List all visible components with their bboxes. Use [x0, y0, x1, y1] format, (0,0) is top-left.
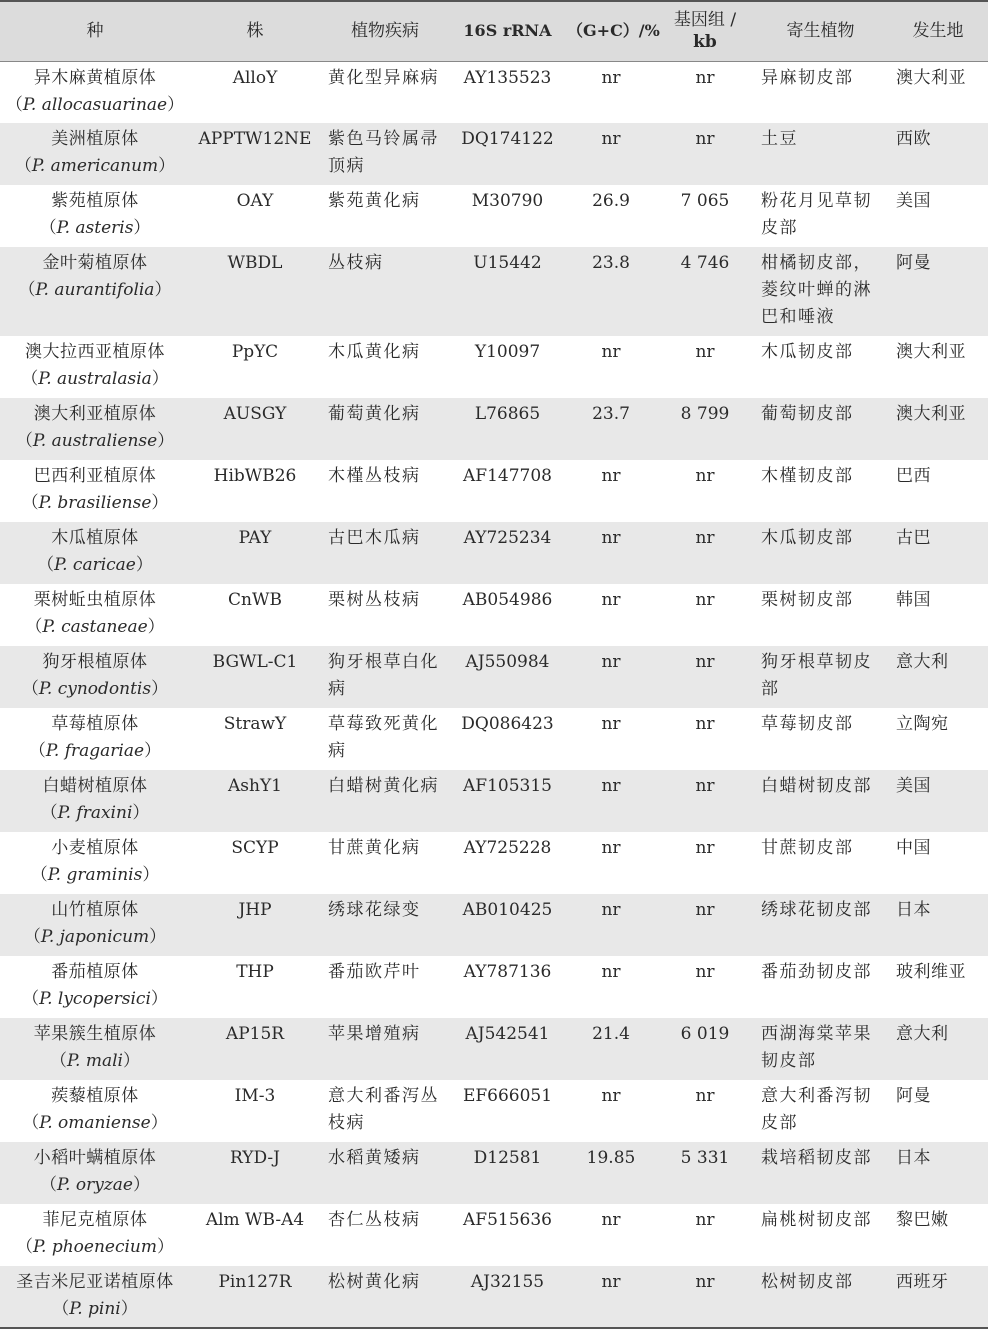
- paren-open: （: [14, 156, 32, 176]
- cell-origin: 日本: [896, 1148, 931, 1168]
- paren-close: ）: [142, 865, 160, 885]
- cell-strain: PAY: [238, 528, 272, 548]
- table-row: [0, 646, 988, 708]
- header-host: 寄生植物: [753, 1, 888, 61]
- species-latin-name: [4, 676, 186, 703]
- cell-disease: 意大利番泻丛枝病: [328, 1086, 439, 1133]
- table-row: [0, 460, 988, 522]
- cell-strain: APPTW12NE: [198, 129, 312, 149]
- cell-species: [0, 1018, 190, 1080]
- species-chinese-name: 小麦植原体: [51, 838, 139, 858]
- paren-open: （: [50, 1051, 68, 1071]
- species-latin-text: P. aurantifolia: [35, 280, 155, 300]
- table-header: [0, 1, 988, 61]
- cell-species: [0, 832, 190, 894]
- species-chinese-name: 小稻叶螨植原体: [33, 1148, 157, 1168]
- cell-gc-content: nr: [601, 776, 621, 796]
- cell-disease: 丛枝病: [328, 253, 384, 273]
- cell-species: [0, 894, 190, 956]
- cell-origin: 西班牙: [888, 1266, 988, 1328]
- cell-species: [0, 1142, 190, 1204]
- header-gc-content: （G+C）/%: [565, 1, 657, 61]
- cell-16s-rrna: AB054986: [462, 590, 553, 610]
- cell-strain: AP15R: [225, 1024, 285, 1044]
- table-row: [0, 398, 988, 460]
- paren-open: （: [21, 493, 39, 513]
- header-strain: 株: [190, 1, 320, 61]
- species-chinese-name: 澳大利亚植原体: [33, 404, 157, 424]
- cell-genome-size: 4 746: [680, 253, 730, 273]
- cell-gc-content: 19.85: [586, 1148, 636, 1168]
- paren-close: ）: [151, 369, 169, 389]
- species-latin-name: [4, 800, 186, 827]
- species-chinese-name: 蒺藜植原体: [51, 1086, 139, 1106]
- cell-disease: 白蜡树黄化病: [328, 776, 439, 796]
- table-row: [0, 336, 988, 398]
- species-latin-text: P. pini: [69, 1299, 121, 1319]
- paren-close: ）: [151, 493, 169, 513]
- species-latin-name: [4, 1296, 186, 1323]
- cell-genome-size: nr: [695, 652, 715, 672]
- cell-species: [0, 1204, 190, 1266]
- paren-open: （: [22, 989, 40, 1009]
- species-chinese-name: 草莓植原体: [51, 714, 139, 734]
- cell-disease: 松树黄化病: [320, 1266, 450, 1328]
- cell-origin: 玻利维亚: [896, 962, 966, 982]
- cell-disease: 葡萄黄化病: [328, 404, 421, 424]
- cell-origin: 澳大利亚: [896, 67, 966, 88]
- cell-16s-rrna: AF147708: [463, 466, 552, 486]
- cell-genome-size: nr: [695, 129, 715, 149]
- cell-16s-rrna: M30790: [471, 191, 544, 211]
- paren-open: （: [23, 927, 41, 947]
- cell-16s-rrna: AY725228: [463, 838, 552, 858]
- cell-origin: 美国: [896, 191, 931, 211]
- cell-origin: 古巴: [896, 528, 931, 548]
- cell-strain: IM-3: [234, 1086, 276, 1106]
- paren-open: （: [30, 865, 48, 885]
- cell-genome-size: nr: [657, 1266, 753, 1328]
- species-chinese-name: 圣吉米尼亚诺植原体: [16, 1272, 174, 1292]
- cell-species: [0, 770, 190, 832]
- cell-host-plant: 柑橘韧皮部，菱纹叶蝉的淋巴和唾液: [761, 253, 872, 327]
- header-row: [0, 1, 988, 61]
- cell-strain: WBDL: [227, 253, 283, 273]
- species-latin-text: P. omaniense: [39, 1113, 151, 1133]
- species-latin-name: [4, 924, 186, 951]
- cell-16s-rrna: AY787136: [463, 962, 552, 982]
- table-row: [0, 522, 988, 584]
- cell-species: [0, 336, 190, 398]
- species-latin-name: [4, 153, 186, 180]
- cell-gc-content: nr: [601, 1086, 621, 1106]
- cell-gc-content: nr: [601, 466, 621, 486]
- paren-open: （: [28, 741, 46, 761]
- cell-16s-rrna: DQ174122: [461, 129, 554, 149]
- cell-origin: 西欧: [896, 129, 931, 149]
- species-latin-text: P. allocasuarinae: [22, 94, 168, 115]
- cell-strain: PpYC: [231, 342, 279, 362]
- cell-origin: 阿曼: [896, 1086, 931, 1106]
- species-latin-text: P. caricae: [54, 555, 136, 575]
- cell-species: [0, 460, 190, 522]
- species-latin-text: P. fragariae: [45, 741, 145, 761]
- cell-strain: AshY1: [228, 776, 282, 796]
- table-row: [0, 708, 988, 770]
- cell-species: [0, 185, 190, 247]
- cell-gc-content: 23.8: [592, 253, 630, 273]
- species-latin-text: P. australasia: [38, 369, 152, 389]
- table-row: [0, 956, 988, 1018]
- species-latin-name: [4, 92, 186, 119]
- paren-open: （: [25, 617, 43, 637]
- cell-disease: 木瓜黄化病: [328, 342, 421, 362]
- table-row: [0, 123, 988, 185]
- species-latin-text: P. cynodontis: [38, 679, 152, 699]
- table-row: [0, 832, 988, 894]
- species-chinese-name: 苹果簇生植原体: [33, 1024, 157, 1044]
- cell-species: [0, 1266, 190, 1328]
- table-row: [0, 1018, 988, 1080]
- cell-gc-content: nr: [601, 528, 621, 548]
- cell-host-plant: 栗树韧皮部: [761, 590, 854, 610]
- cell-gc-content: nr: [601, 900, 621, 920]
- paren-open: （: [21, 679, 39, 699]
- cell-disease: 栗树丛枝病: [328, 590, 421, 610]
- header-origin: 发生地: [888, 1, 988, 61]
- species-chinese-name: 金叶菊植原体: [42, 253, 148, 273]
- cell-host-plant: 甘蔗韧皮部: [761, 838, 854, 858]
- species-latin-name: [4, 1048, 186, 1075]
- paren-close: ）: [132, 803, 150, 823]
- cell-16s-rrna: AJ550984: [465, 652, 550, 672]
- table-row: [0, 770, 988, 832]
- cell-host-plant: 狗牙根草韧皮部: [761, 652, 872, 699]
- cell-species: [0, 247, 190, 336]
- cell-host-plant: 意大利番泻韧皮部: [761, 1086, 872, 1133]
- species-chinese-name: 木瓜植原体: [51, 528, 139, 548]
- cell-origin: 巴西: [896, 466, 931, 486]
- cell-16s-rrna: AF515636: [463, 1210, 552, 1230]
- cell-genome-size: nr: [695, 714, 715, 734]
- species-latin-name: [4, 277, 186, 304]
- cell-genome-size: nr: [695, 900, 715, 920]
- header-disease: 植物疾病: [320, 1, 450, 61]
- cell-disease: 绣球花绿变: [328, 900, 421, 920]
- cell-host-plant: 土豆: [761, 129, 798, 149]
- cell-origin: 韩国: [896, 590, 931, 610]
- species-latin-text: P. graminis: [47, 865, 143, 885]
- cell-species: [0, 61, 190, 123]
- cell-16s-rrna: U15442: [473, 253, 542, 273]
- cell-16s-rrna: D12581: [473, 1148, 542, 1168]
- cell-genome-size: nr: [695, 590, 715, 610]
- cell-genome-size: nr: [695, 528, 715, 548]
- table-row: [0, 1266, 988, 1328]
- cell-origin: 阿曼: [896, 253, 931, 273]
- species-latin-text: P. japonicum: [40, 927, 150, 947]
- cell-strain: THP: [236, 962, 274, 982]
- cell-species: [0, 956, 190, 1018]
- table-row: [0, 247, 988, 336]
- cell-strain: Pin127R: [190, 1266, 320, 1328]
- header-genome: [657, 1, 753, 61]
- cell-disease: 甘蔗黄化病: [328, 838, 421, 858]
- cell-strain: StrawY: [223, 714, 287, 734]
- cell-genome-size: nr: [695, 838, 715, 858]
- cell-strain: OAY: [236, 191, 274, 211]
- paren-close: ）: [157, 431, 175, 451]
- cell-host-plant: 番茄劲韧皮部: [761, 962, 872, 982]
- paren-close: ）: [135, 555, 153, 575]
- cell-host-plant: 白蜡树韧皮部: [761, 776, 872, 796]
- table-body: [0, 61, 988, 1328]
- cell-origin: 中国: [896, 838, 931, 858]
- species-latin-text: P. asteris: [56, 218, 134, 238]
- cell-genome-size: 6 019: [680, 1024, 730, 1044]
- paren-close: ）: [120, 1299, 138, 1319]
- paren-close: ）: [154, 280, 172, 300]
- cell-genome-size: 7 065: [680, 191, 730, 211]
- paren-open: （: [40, 1175, 58, 1195]
- paren-open: （: [16, 1237, 34, 1257]
- cell-16s-rrna: Y10097: [474, 342, 541, 362]
- cell-host-plant: 松树韧皮部: [753, 1266, 888, 1328]
- cell-gc-content: 26.9: [592, 191, 630, 211]
- cell-gc-content: nr: [565, 1266, 657, 1328]
- species-chinese-name: 紫苑植原体: [51, 191, 139, 211]
- cell-genome-size: nr: [695, 1086, 715, 1106]
- species-chinese-name: 栗树蚯虫植原体: [33, 590, 157, 610]
- cell-host-plant: 栽培稻韧皮部: [761, 1148, 872, 1168]
- cell-disease: 番茄欧芹叶: [328, 962, 421, 982]
- cell-genome-size: nr: [695, 962, 715, 982]
- paren-close: ）: [132, 1175, 150, 1195]
- cell-species: [0, 398, 190, 460]
- cell-disease: 狗牙根草白化病: [328, 652, 439, 699]
- table-row: [0, 1142, 988, 1204]
- cell-16s-rrna: AB010425: [462, 900, 553, 920]
- species-latin-name: [4, 215, 186, 242]
- cell-strain: CnWB: [228, 590, 282, 610]
- cell-strain: AUSGY: [223, 404, 287, 424]
- cell-origin: 立陶宛: [896, 714, 949, 734]
- cell-strain: RYD-J: [229, 1148, 280, 1168]
- paren-close: ）: [151, 679, 169, 699]
- cell-host-plant: 西湖海棠苹果韧皮部: [761, 1024, 872, 1071]
- cell-16s-rrna: AJ32155: [450, 1266, 565, 1328]
- table-row: [0, 185, 988, 247]
- cell-disease: 木槿丛枝病: [328, 466, 421, 486]
- cell-species: [0, 584, 190, 646]
- cell-gc-content: nr: [601, 838, 621, 858]
- cell-host-plant: 扁桃树韧皮部: [761, 1210, 872, 1230]
- cell-disease: 苹果增殖病: [328, 1024, 421, 1044]
- species-latin-name: [4, 1172, 186, 1199]
- species-latin-text: P. americanum: [31, 156, 159, 176]
- cell-origin: 意大利: [896, 1024, 949, 1044]
- paren-close: ）: [149, 927, 167, 947]
- cell-disease: 草莓致死黄化病: [328, 714, 439, 761]
- cell-genome-size: nr: [695, 776, 715, 796]
- paren-open: （: [37, 555, 55, 575]
- cell-16s-rrna: AF105315: [463, 776, 552, 796]
- cell-disease: 紫苑黄化病: [328, 191, 421, 211]
- paren-close: ）: [156, 1237, 174, 1257]
- species-latin-text: P. mali: [67, 1051, 123, 1071]
- cell-disease: 古巴木瓜病: [328, 528, 421, 548]
- cell-gc-content: nr: [601, 1210, 621, 1230]
- cell-strain: SCYP: [231, 838, 279, 858]
- header-genome-line2: kb: [693, 32, 717, 53]
- species-chinese-name: 巴西利亚植原体: [33, 466, 157, 486]
- paren-open: （: [40, 803, 58, 823]
- cell-16s-rrna: AJ542541: [465, 1024, 550, 1044]
- cell-genome-size: nr: [695, 67, 715, 88]
- species-latin-name: [4, 490, 186, 517]
- cell-origin: 黎巴嫩: [896, 1210, 949, 1230]
- cell-host-plant: 木瓜韧皮部: [761, 528, 854, 548]
- species-latin-name: [4, 366, 186, 393]
- species-latin-text: P. brasiliense: [38, 493, 152, 513]
- cell-gc-content: nr: [601, 342, 621, 362]
- paren-close: ）: [150, 1113, 168, 1133]
- species-latin-text: P. oryzae: [57, 1175, 133, 1195]
- species-latin-text: P. phoenecium: [33, 1237, 157, 1257]
- cell-16s-rrna: DQ086423: [461, 714, 554, 734]
- species-latin-name: [4, 738, 186, 765]
- species-latin-name: [4, 614, 186, 641]
- cell-gc-content: 21.4: [592, 1024, 630, 1044]
- species-chinese-name: 澳大拉西亚植原体: [25, 342, 165, 362]
- paren-open: （: [18, 280, 36, 300]
- species-latin-text: P. fraxini: [57, 803, 133, 823]
- cell-genome-size: nr: [695, 342, 715, 362]
- paren-close: ）: [147, 617, 165, 637]
- cell-gc-content: nr: [601, 129, 621, 149]
- cell-disease: 黄化型异麻病: [328, 67, 439, 88]
- paren-close: ）: [144, 741, 162, 761]
- species-latin-name: [4, 1234, 186, 1261]
- species-chinese-name: 美洲植原体: [51, 129, 139, 149]
- cell-host-plant: 木槿韧皮部: [761, 466, 854, 486]
- cell-gc-content: nr: [601, 962, 621, 982]
- species-chinese-name: 白蜡树植原体: [42, 776, 148, 796]
- species-latin-text: P. lycopersici: [39, 989, 151, 1009]
- species-chinese-name: 山竹植原体: [51, 900, 139, 920]
- cell-gc-content: nr: [601, 652, 621, 672]
- cell-origin: 日本: [896, 900, 931, 920]
- cell-species: [0, 1080, 190, 1142]
- cell-disease: 水稻黄矮病: [328, 1148, 421, 1168]
- table-row: [0, 894, 988, 956]
- species-latin-name: [4, 986, 186, 1013]
- paren-open: （: [39, 218, 57, 238]
- species-chinese-name: 异木麻黄植原体: [33, 67, 157, 88]
- cell-host-plant: 葡萄韧皮部: [761, 404, 854, 424]
- species-latin-name: [4, 862, 186, 889]
- cell-strain: AlloY: [232, 67, 278, 88]
- cell-origin: 意大利: [896, 652, 949, 672]
- cell-host-plant: 绣球花韧皮部: [761, 900, 872, 920]
- table-row: [0, 584, 988, 646]
- cell-host-plant: 木瓜韧皮部: [761, 342, 854, 362]
- cell-species: [0, 522, 190, 584]
- cell-genome-size: nr: [695, 466, 715, 486]
- cell-species: [0, 646, 190, 708]
- cell-strain: JHP: [238, 900, 272, 920]
- cell-origin: 澳大利亚: [896, 342, 966, 362]
- cell-strain: HibWB26: [213, 466, 297, 486]
- cell-origin: 澳大利亚: [896, 404, 966, 424]
- table-row: [0, 61, 988, 123]
- paren-close: ）: [150, 989, 168, 1009]
- cell-host-plant: 粉花月见草韧皮部: [761, 191, 872, 238]
- cell-strain: Alm WB-A4: [205, 1210, 305, 1230]
- cell-disease: 杏仁丛枝病: [328, 1210, 421, 1230]
- species-latin-name: [4, 428, 186, 455]
- cell-gc-content: nr: [601, 714, 621, 734]
- species-latin-text: P. australiense: [32, 431, 158, 451]
- cell-origin: 美国: [896, 776, 931, 796]
- paren-open: （: [5, 94, 23, 115]
- paren-close: ）: [122, 1051, 140, 1071]
- cell-genome-size: 8 799: [680, 404, 730, 424]
- cell-strain: BGWL-C1: [212, 652, 298, 672]
- species-chinese-name: 狗牙根植原体: [42, 652, 148, 672]
- header-species: 种: [0, 1, 190, 61]
- paren-close: ）: [133, 218, 151, 238]
- paren-open: （: [52, 1299, 70, 1319]
- species-chinese-name: 菲尼克植原体: [42, 1210, 148, 1230]
- header-genome-line1: 基因组 /: [673, 10, 737, 31]
- cell-host-plant: 异麻韧皮部: [761, 67, 854, 88]
- cell-16s-rrna: L76865: [474, 404, 541, 424]
- cell-genome-size: nr: [695, 1210, 715, 1230]
- cell-gc-content: nr: [601, 67, 621, 88]
- cell-gc-content: nr: [601, 590, 621, 610]
- table-row: [0, 1204, 988, 1266]
- cell-gc-content: 23.7: [592, 404, 630, 424]
- header-16s-rrna: 16S rRNA: [450, 1, 565, 61]
- paren-open: （: [15, 431, 33, 451]
- paren-close: ）: [167, 94, 185, 115]
- cell-genome-size: 5 331: [680, 1148, 730, 1168]
- cell-species: [0, 708, 190, 770]
- species-latin-name: [4, 1110, 186, 1137]
- paren-open: （: [22, 1113, 40, 1133]
- cell-16s-rrna: EF666051: [462, 1086, 553, 1106]
- paren-open: （: [21, 369, 39, 389]
- species-latin-text: P. castaneae: [42, 617, 148, 637]
- cell-16s-rrna: AY725234: [463, 528, 552, 548]
- species-latin-name: [4, 552, 186, 579]
- cell-16s-rrna: AY135523: [463, 67, 552, 88]
- species-chinese-name: 番茄植原体: [51, 962, 139, 982]
- paren-close: ）: [158, 156, 176, 176]
- cell-host-plant: 草莓韧皮部: [761, 714, 854, 734]
- cell-disease: 紫色马铃属帚顶病: [328, 129, 439, 176]
- cell-species: [0, 123, 190, 185]
- table-row: [0, 1080, 988, 1142]
